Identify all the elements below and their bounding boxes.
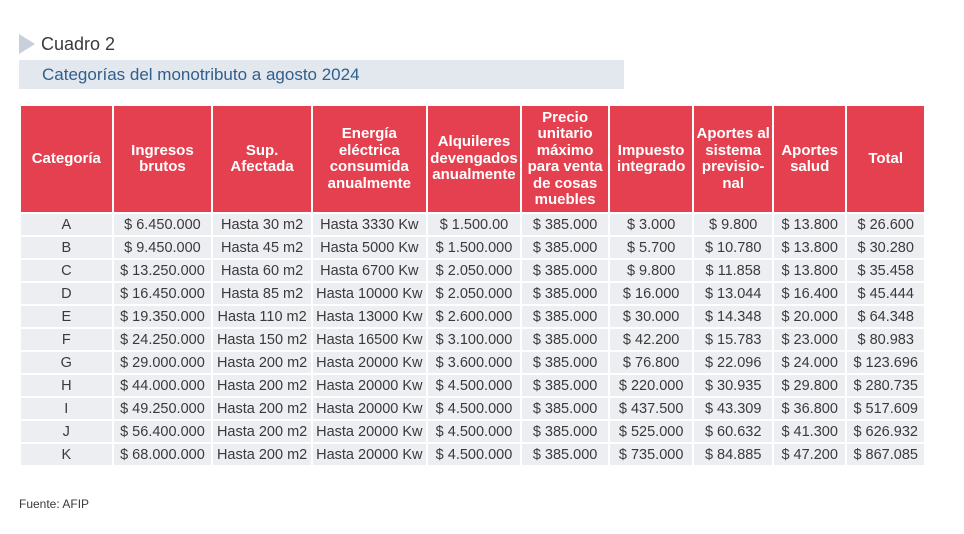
cell-ingresos-brutos: $ 29.000.000 <box>114 352 212 373</box>
cell-categoria: C <box>21 260 112 281</box>
header-impuesto-integrado: Impuesto integrado <box>610 106 693 212</box>
cell-ingresos-brutos: $ 9.450.000 <box>114 237 212 258</box>
cuadro-label: Cuadro 2 <box>41 33 116 54</box>
cell-total: $ 64.348 <box>847 306 924 327</box>
cell-total: $ 123.696 <box>847 352 924 373</box>
cell-aportes-salud: $ 29.800 <box>774 375 845 396</box>
cell-energia-electrica: Hasta 20000 Kw <box>313 421 426 442</box>
source-note: Fuente: AFIP <box>19 497 90 511</box>
cell-aportes-salud: $ 13.800 <box>774 260 845 281</box>
cell-energia-electrica: Hasta 20000 Kw <box>313 444 426 465</box>
cell-sup-afectada: Hasta 45 m2 <box>213 237 311 258</box>
cell-total: $ 867.085 <box>847 444 924 465</box>
triangle-marker-icon <box>19 34 35 54</box>
cell-alquileres: $ 4.500.000 <box>428 444 521 465</box>
cell-precio-unitario: $ 385.000 <box>522 237 608 258</box>
cell-energia-electrica: Hasta 13000 Kw <box>313 306 426 327</box>
cell-impuesto-integrado: $ 9.800 <box>610 260 693 281</box>
cell-sup-afectada: Hasta 200 m2 <box>213 375 311 396</box>
cell-sup-afectada: Hasta 200 m2 <box>213 421 311 442</box>
cell-energia-electrica: Hasta 5000 Kw <box>313 237 426 258</box>
cell-ingresos-brutos: $ 13.250.000 <box>114 260 212 281</box>
table-row <box>21 375 924 396</box>
cell-sup-afectada: Hasta 60 m2 <box>213 260 311 281</box>
cell-sup-afectada: Hasta 200 m2 <box>213 352 311 373</box>
cell-total: $ 45.444 <box>847 283 924 304</box>
cell-impuesto-integrado: $ 437.500 <box>610 398 693 419</box>
cell-impuesto-integrado: $ 16.000 <box>610 283 693 304</box>
title-bar <box>19 60 624 89</box>
cell-energia-electrica: Hasta 6700 Kw <box>313 260 426 281</box>
cell-aportes-salud: $ 23.000 <box>774 329 845 350</box>
cell-precio-unitario: $ 385.000 <box>522 260 608 281</box>
cell-alquileres: $ 1.500.00 <box>428 214 521 235</box>
cell-aportes-salud: $ 20.000 <box>774 306 845 327</box>
cell-precio-unitario: $ 385.000 <box>522 375 608 396</box>
cell-ingresos-brutos: $ 68.000.000 <box>114 444 212 465</box>
cell-categoria: I <box>21 398 112 419</box>
cell-ingresos-brutos: $ 44.000.000 <box>114 375 212 396</box>
table-title: Categorías del monotributo a agosto 2024 <box>42 64 360 84</box>
cell-categoria: H <box>21 375 112 396</box>
table-row <box>21 444 924 465</box>
cell-alquileres: $ 4.500.000 <box>428 421 521 442</box>
header-categoria: Categoría <box>21 106 112 212</box>
cell-aportes-salud: $ 41.300 <box>774 421 845 442</box>
header-ingresos-brutos: Ingresos brutos <box>114 106 212 212</box>
cell-total: $ 35.458 <box>847 260 924 281</box>
header-row <box>21 106 924 212</box>
header-aportes-salud: Aportes salud <box>774 106 845 212</box>
cell-categoria: A <box>21 214 112 235</box>
header-energia-electrica: Energía eléctrica consumida anualmente <box>313 106 426 212</box>
cell-alquileres: $ 3.100.000 <box>428 329 521 350</box>
cell-alquileres: $ 2.050.000 <box>428 283 521 304</box>
cell-energia-electrica: Hasta 20000 Kw <box>313 352 426 373</box>
cell-precio-unitario: $ 385.000 <box>522 398 608 419</box>
cell-aportes-previsional: $ 9.800 <box>694 214 772 235</box>
cell-alquileres: $ 4.500.000 <box>428 375 521 396</box>
cell-alquileres: $ 4.500.000 <box>428 398 521 419</box>
cell-total: $ 26.600 <box>847 214 924 235</box>
cell-ingresos-brutos: $ 6.450.000 <box>114 214 212 235</box>
cell-aportes-previsional: $ 15.783 <box>694 329 772 350</box>
cell-precio-unitario: $ 385.000 <box>522 214 608 235</box>
header-total: Total <box>847 106 924 212</box>
cell-aportes-salud: $ 47.200 <box>774 444 845 465</box>
cell-sup-afectada: Hasta 110 m2 <box>213 306 311 327</box>
cell-sup-afectada: Hasta 150 m2 <box>213 329 311 350</box>
cell-impuesto-integrado: $ 525.000 <box>610 421 693 442</box>
table-row <box>21 283 924 304</box>
cell-aportes-salud: $ 36.800 <box>774 398 845 419</box>
header-precio-unitario: Precio unitario máximo para venta de cosas muebles <box>522 106 608 212</box>
cell-aportes-previsional: $ 22.096 <box>694 352 772 373</box>
header-alquileres: Alquileres devengados anualmente <box>428 106 521 212</box>
table-row <box>21 421 924 442</box>
table-row <box>21 329 924 350</box>
cell-sup-afectada: Hasta 85 m2 <box>213 283 311 304</box>
cell-ingresos-brutos: $ 24.250.000 <box>114 329 212 350</box>
cell-energia-electrica: Hasta 3330 Kw <box>313 214 426 235</box>
cell-total: $ 80.983 <box>847 329 924 350</box>
cell-aportes-previsional: $ 10.780 <box>694 237 772 258</box>
cell-precio-unitario: $ 385.000 <box>522 421 608 442</box>
cell-aportes-previsional: $ 13.044 <box>694 283 772 304</box>
cell-aportes-previsional: $ 43.309 <box>694 398 772 419</box>
cell-categoria: J <box>21 421 112 442</box>
cell-precio-unitario: $ 385.000 <box>522 283 608 304</box>
cell-categoria: D <box>21 283 112 304</box>
cell-categoria: E <box>21 306 112 327</box>
cell-total: $ 517.609 <box>847 398 924 419</box>
cell-aportes-salud: $ 13.800 <box>774 237 845 258</box>
cell-categoria: F <box>21 329 112 350</box>
table-row <box>21 237 924 258</box>
cell-ingresos-brutos: $ 56.400.000 <box>114 421 212 442</box>
cell-sup-afectada: Hasta 200 m2 <box>213 398 311 419</box>
cell-ingresos-brutos: $ 49.250.000 <box>114 398 212 419</box>
cell-energia-electrica: Hasta 20000 Kw <box>313 375 426 396</box>
cell-ingresos-brutos: $ 16.450.000 <box>114 283 212 304</box>
cell-precio-unitario: $ 385.000 <box>522 444 608 465</box>
cell-aportes-salud: $ 24.000 <box>774 352 845 373</box>
table-row <box>21 398 924 419</box>
table-body <box>21 214 924 465</box>
cell-sup-afectada: Hasta 30 m2 <box>213 214 311 235</box>
cell-impuesto-integrado: $ 220.000 <box>610 375 693 396</box>
cell-total: $ 30.280 <box>847 237 924 258</box>
header-sup-afectada: Sup. Afectada <box>213 106 311 212</box>
cell-impuesto-integrado: $ 76.800 <box>610 352 693 373</box>
cell-aportes-previsional: $ 84.885 <box>694 444 772 465</box>
cell-impuesto-integrado: $ 30.000 <box>610 306 693 327</box>
monotributo-table <box>19 104 926 467</box>
cell-sup-afectada: Hasta 200 m2 <box>213 444 311 465</box>
cell-alquileres: $ 2.050.000 <box>428 260 521 281</box>
cell-energia-electrica: Hasta 16500 Kw <box>313 329 426 350</box>
cell-impuesto-integrado: $ 3.000 <box>610 214 693 235</box>
cell-precio-unitario: $ 385.000 <box>522 329 608 350</box>
cell-impuesto-integrado: $ 5.700 <box>610 237 693 258</box>
cell-aportes-salud: $ 16.400 <box>774 283 845 304</box>
cell-total: $ 280.735 <box>847 375 924 396</box>
cell-aportes-previsional: $ 60.632 <box>694 421 772 442</box>
table-row <box>21 306 924 327</box>
cell-aportes-previsional: $ 30.935 <box>694 375 772 396</box>
cell-alquileres: $ 3.600.000 <box>428 352 521 373</box>
cell-precio-unitario: $ 385.000 <box>522 306 608 327</box>
cell-energia-electrica: Hasta 20000 Kw <box>313 398 426 419</box>
cell-energia-electrica: Hasta 10000 Kw <box>313 283 426 304</box>
header-aportes-previsional: Aportes al sistema previsio-nal <box>694 106 772 212</box>
cell-aportes-previsional: $ 14.348 <box>694 306 772 327</box>
cell-impuesto-integrado: $ 735.000 <box>610 444 693 465</box>
cell-precio-unitario: $ 385.000 <box>522 352 608 373</box>
figure-caption <box>19 32 115 56</box>
cell-alquileres: $ 2.600.000 <box>428 306 521 327</box>
cell-impuesto-integrado: $ 42.200 <box>610 329 693 350</box>
cell-ingresos-brutos: $ 19.350.000 <box>114 306 212 327</box>
cell-categoria: B <box>21 237 112 258</box>
cell-aportes-salud: $ 13.800 <box>774 214 845 235</box>
table-row <box>21 260 924 281</box>
cell-total: $ 626.932 <box>847 421 924 442</box>
cell-categoria: K <box>21 444 112 465</box>
cell-alquileres: $ 1.500.000 <box>428 237 521 258</box>
cell-aportes-previsional: $ 11.858 <box>694 260 772 281</box>
cell-categoria: G <box>21 352 112 373</box>
table-row <box>21 214 924 235</box>
table-row <box>21 352 924 373</box>
